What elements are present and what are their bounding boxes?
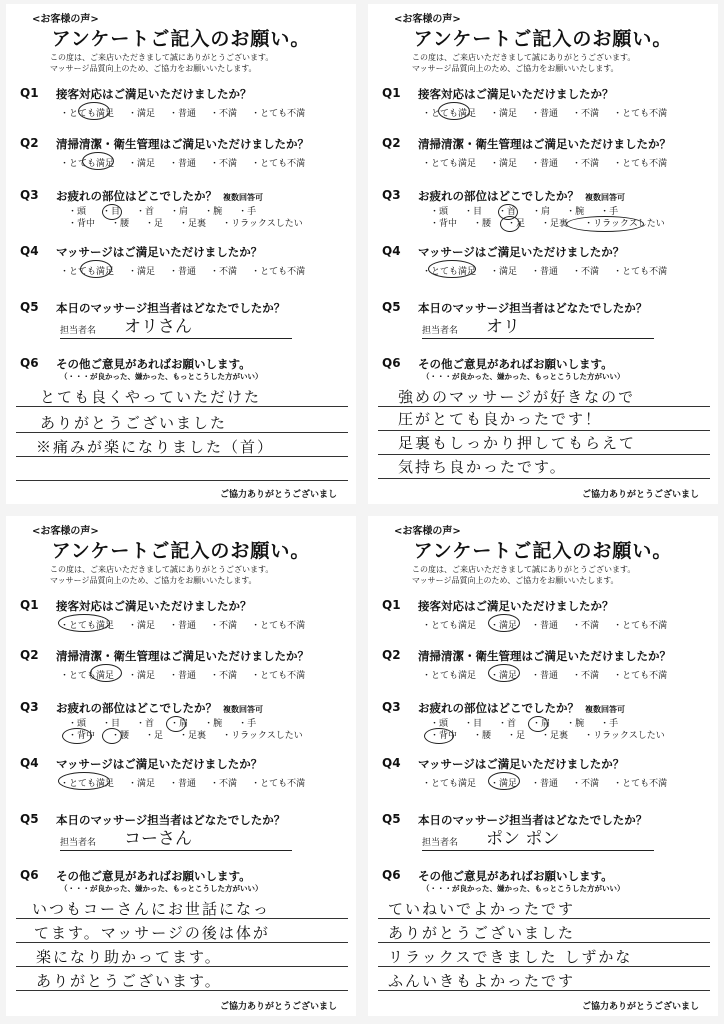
staff-name: ポン ポン <box>486 829 560 849</box>
survey-title: アンケートご記入のお願い。 <box>413 540 673 562</box>
header-tag: <お客様の声> <box>394 14 461 25</box>
thanks-text: ご協力ありがとうございまし <box>220 1002 338 1012</box>
selection-circle <box>438 102 470 120</box>
intro-text: この度は、ご来店いただきまして誠にありがとうございます。 マッサージ品質向上のため、ご協力をお願いいたします。 <box>412 53 636 73</box>
answer-options: ・とても満足 ・満足 ・普通 ・不満 ・とても不満 <box>422 159 668 169</box>
body-part-options: ・頭 ・目 ・首 ・肩 ・腕 ・手 ・背中 ・腰 ・足 ・足裏 ・リラックスしたい <box>430 719 665 741</box>
thanks-text: ご協力ありがとうございまし <box>220 490 338 500</box>
comment-line-3: ※痛みが楽になりました（首） <box>36 438 275 456</box>
staff-name: オリ <box>486 317 520 337</box>
staff-label: 担当者名 <box>60 838 97 848</box>
staff-underline <box>60 850 292 851</box>
selection-circle <box>102 728 122 744</box>
survey-sheet-4: <お客様の声> アンケートご記入のお願い。 この度は、ご来店いただきまして誠にありがとうございます。 マッサージ品質向上のため、ご協力をお願いいたします。 Q1 接客対応はご満足いただけましたか？ ・とても満足 ・満足 ・普通 ・不満 ・とても不満 Q2 清掃清潔・衛生管理はご満足いただけましたか？ ・とても満足 ・満足 ・普通 ・不満 ・とても不満 Q3 お疲れの部位はどこでしたか？ 複数回答可 ・頭 ・目 ・首 ・肩 ・腕 ・手 ・背中 ・腰 ・足 ・足裏 ・リラックスしたい Q4 マッサージはご満足いただけましたか？ ・とても満足 ・満足 ・普通 ・不満 ・とても不満 Q5 本日のマッサージ担当者はどなたでしたか？ 担当者名 ポン ポン Q6 その他ご意見があればお願いします。 （・・・が良かった、嫌かった、もっとこうした方がいい） ていねいでよかったです ありがとうございました リラックスできました しずかな ふんいきもよかったです ご協力ありがとうございまし <box>368 516 718 1016</box>
selection-circle <box>566 216 644 232</box>
comment-line-2: ありがとうございました <box>388 924 576 942</box>
comment-line-4: 気持ち良かったです。 <box>398 458 567 476</box>
staff-label: 担当者名 <box>60 326 97 336</box>
intro-text: この度は、ご来店いただきまして誠にありがとうございます。 マッサージ品質向上のため、ご協力をお願いいたします。 <box>412 565 636 585</box>
survey-title: アンケートご記入のお願い。 <box>51 28 311 50</box>
comment-line-2: ありがとうございました <box>40 414 228 432</box>
survey-sheet-2: <お客様の声> アンケートご記入のお願い。 この度は、ご来店いただきまして誠にありがとうございます。 マッサージ品質向上のため、ご協力をお願いいたします。 Q1 接客対応はご満足いただけましたか？ ・とても満足 ・満足 ・普通 ・不満 ・とても不満 Q2 清掃清潔・衛生管理はご満足いただけましたか？ ・とても満足 ・満足 ・普通 ・不満 ・とても不満 Q3 お疲れの部位はどこでしたか？ 複数回答可 ・頭 ・目 ・首 ・肩 ・腕 ・手 ・背中 ・腰 ・足 ・足裏 ・リラックスしたい Q4 マッサージはご満足いただけましたか？ ・とても満足 ・満足 ・普通 ・不満 ・とても不満 Q5 本日のマッサージ担当者はどなたでしたか？ 担当者名 オリ Q6 その他ご意見があればお願いします。 （・・・が良かった、嫌かった、もっとこうした方がいい） 強めのマッサージが好きなので 圧がとても良かったです！ 足裏もしっかり押してもらえて 気持ち良かったです。 ご協力ありがとうございまし <box>368 4 718 504</box>
selection-circle <box>166 716 186 732</box>
selection-circle <box>58 614 110 632</box>
selection-circle <box>424 728 454 744</box>
header-tag: <お客様の声> <box>394 526 461 537</box>
comment-line-2: てます。マッサージの後は体が <box>34 924 270 942</box>
answer-options: ・とても満足 ・満足 ・普通 ・不満 ・とても不満 <box>422 267 668 277</box>
answer-options: ・とても満足 ・満足 ・普通 ・不満 ・とても不満 <box>422 671 668 681</box>
answer-options: ・とても満足 ・満足 ・普通 ・不満 ・とても不満 <box>422 621 668 631</box>
answer-options: ・とても満足 ・満足 ・普通 ・不満 ・とても不満 <box>60 159 306 169</box>
selection-circle <box>102 204 122 220</box>
selection-circle <box>62 728 92 744</box>
staff-name: オリさん <box>124 317 192 337</box>
comment-line-3: 足裏もしっかり押してもらえて <box>398 434 637 452</box>
intro-text: この度は、ご来店いただきまして誠にありがとうございます。 マッサージ品質向上のため、ご協力をお願いいたします。 <box>50 53 274 73</box>
body-part-options: ・頭 ・目 ・首 ・肩 ・腕 ・手 ・背中 ・腰 ・足 ・足裏 ・リラックスしたい <box>430 207 665 229</box>
selection-circle <box>488 772 520 790</box>
comment-line-3: 楽になり助かってます。 <box>36 948 222 966</box>
selection-circle <box>528 716 548 732</box>
comment-line-1: いつもコーさんにお世話になっ <box>32 900 271 918</box>
comment-line-1: ていねいでよかったです <box>388 900 576 918</box>
answer-options: ・とても満足 ・満足 ・普通 ・不満 ・とても不満 <box>422 779 668 789</box>
staff-underline <box>422 338 654 339</box>
survey-title: アンケートご記入のお願い。 <box>51 540 311 562</box>
thanks-text: ご協力ありがとうございまし <box>582 1002 700 1012</box>
body-part-options: ・頭 ・目 ・首 ・肩 ・腕 ・手 ・背中 ・腰 ・足 ・足裏 ・リラックスしたい <box>68 207 303 229</box>
answer-options: ・とても満足 ・満足 ・普通 ・不満 ・とても不満 <box>60 671 306 681</box>
selection-circle <box>78 102 110 120</box>
comment-line-4: ふんいきもよかったです <box>388 972 576 990</box>
selection-circle <box>428 260 476 278</box>
selection-circle <box>488 614 520 632</box>
answer-options: ・とても満足 ・満足 ・普通 ・不満 ・とても不満 <box>422 109 668 119</box>
body-part-options: ・頭 ・目 ・首 ・肩 ・腕 ・手 ・背中 ・腰 ・足 ・足裏 ・リラックスしたい <box>68 719 303 741</box>
intro-text: この度は、ご来店いただきまして誠にありがとうございます。 マッサージ品質向上のため、ご協力をお願いいたします。 <box>50 565 274 585</box>
thanks-text: ご協力ありがとうございまし <box>582 490 700 500</box>
comment-line-2: 圧がとても良かったです！ <box>398 410 603 428</box>
staff-underline <box>422 850 654 851</box>
answer-options: ・とても満足 ・満足 ・普通 ・不満 ・とても不満 <box>60 109 306 119</box>
comment-line-4: ありがとうございます。 <box>36 972 222 990</box>
selection-circle <box>90 664 122 682</box>
answer-options: ・とても満足 ・満足 ・普通 ・不満 ・とても不満 <box>60 779 306 789</box>
survey-sheet-3: <お客様の声> アンケートご記入のお願い。 この度は、ご来店いただきまして誠にありがとうございます。 マッサージ品質向上のため、ご協力をお願いいたします。 Q1 接客対応はご満足いただけましたか？ ・とても満足 ・満足 ・普通 ・不満 ・とても不満 Q2 清掃清潔・衛生管理はご満足いただけましたか？ ・とても満足 ・満足 ・普通 ・不満 ・とても不満 Q3 お疲れの部位はどこでしたか？ 複数回答可 ・頭 ・目 ・首 ・肩 ・腕 ・手 ・背中 ・腰 ・足 ・足裏 ・リラックスしたい Q4 マッサージはご満足いただけましたか？ ・とても満足 ・満足 ・普通 ・不満 ・とても不満 Q5 本日のマッサージ担当者はどなたでしたか？ 担当者名 コーさん Q6 その他ご意見があればお願いします。 （・・・が良かった、嫌かった、もっとこうした方がいい） いつもコーさんにお世話になっ てます。マッサージの後は体が 楽になり助かってます。 ありがとうございます。 ご協力ありがとうございまし <box>6 516 356 1016</box>
selection-circle <box>488 664 520 682</box>
staff-name: コーさん <box>124 829 192 849</box>
selection-circle <box>58 772 110 790</box>
staff-underline <box>60 338 292 339</box>
staff-label: 担当者名 <box>422 838 459 848</box>
staff-label: 担当者名 <box>422 326 459 336</box>
comment-line-3: リラックスできました しずかな <box>388 948 633 966</box>
selection-circle <box>80 260 112 278</box>
header-tag: <お客様の声> <box>32 14 99 25</box>
header-tag: <お客様の声> <box>32 526 99 537</box>
selection-circle <box>82 152 114 170</box>
answer-options: ・とても満足 ・満足 ・普通 ・不満 ・とても不満 <box>60 621 306 631</box>
survey-sheet-1: <お客様の声> アンケートご記入のお願い。 この度は、ご来店いただきまして誠にありがとうございます。 マッサージ品質向上のため、ご協力をお願いいたします。 Q1 接客対応はご満足いただけましたか？ ・とても満足 ・満足 ・普通 ・不満 ・とても不満 Q2 清掃清潔・衛生管理はご満足いただけましたか？ ・とても満足 ・満足 ・普通 ・不満 ・とても不満 Q3 お疲れの部位はどこでしたか？ 複数回答可 ・頭 ・目 ・首 ・肩 ・腕 ・手 ・背中 ・腰 ・足 ・足裏 ・リラックスしたい Q4 マッサージはご満足いただけましたか？ ・とても満足 ・満足 ・普通 ・不満 ・とても不満 Q5 本日のマッサージ担当者はどなたでしたか？ 担当者名 オリさん Q6 その他ご意見があればお願いします。 （・・・が良かった、嫌かった、もっとこうした方がいい） とても良くやっていただけた ありがとうございました ※痛みが楽になりました（首） ご協力ありがとうございまし <box>6 4 356 504</box>
survey-title: アンケートご記入のお願い。 <box>413 28 673 50</box>
comment-line-1: 強めのマッサージが好きなので <box>398 388 636 406</box>
comment-line-1: とても良くやっていただけた <box>40 388 262 406</box>
answer-options: ・とても満足 ・満足 ・普通 ・不満 ・とても不満 <box>60 267 306 277</box>
selection-circle <box>500 216 520 232</box>
